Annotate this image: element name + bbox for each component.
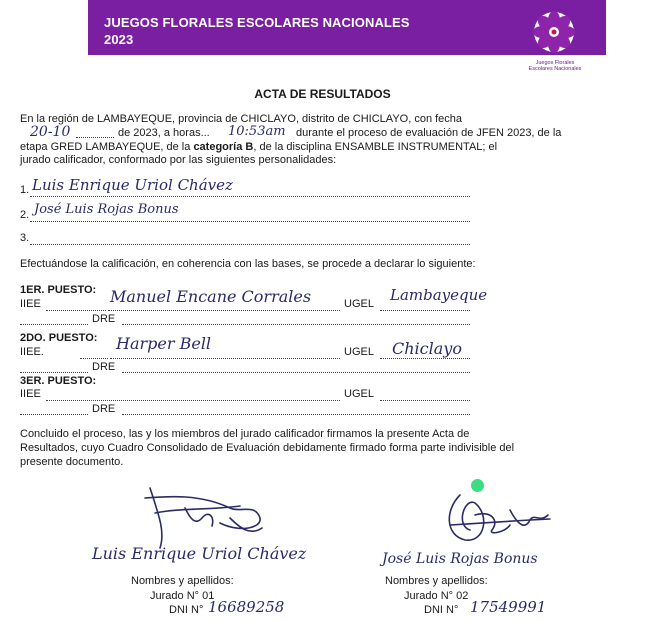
intro-line-1: En la región de LAMBAYEQUE, provincia de CHICLAYO, distrito de CHICLAYO, con fecha — [20, 113, 463, 125]
intro-category: categoría B — [193, 141, 254, 153]
place-3-label: 3ER. PUESTO: — [20, 375, 97, 387]
juror-3-dots — [30, 244, 470, 245]
juror-1-dni-label: DNI N° — [169, 604, 204, 616]
intro-line-3a: etapa GRED LAMBAYEQUE, de la — [20, 141, 191, 153]
place-3-dre-dots-left — [20, 414, 88, 415]
intro-line-3 — [20, 141, 497, 154]
place-1-iee-dots — [46, 310, 106, 311]
time-handwritten: 10:53am — [228, 124, 286, 139]
flower-logo-icon — [524, 8, 584, 56]
juror-1-name-handwritten: Luis Enrique Uriol Chávez — [32, 176, 233, 194]
intro-line-2a: de 2023, a horas... — [118, 127, 210, 139]
date-handwritten: 20-10 — [30, 124, 71, 140]
logo-caption-line1: Juegos Florales — [535, 60, 575, 66]
document-title: ACTA DE RESULTADOS — [254, 87, 391, 101]
juror-1-dni-handwritten: 16689258 — [208, 598, 285, 616]
place-2-iee-dots — [80, 358, 108, 359]
juror-2-name-handwritten: José Luis Rojas Bonus — [34, 202, 179, 217]
conclusion-line-2: Resultados, cuyo Cuadro Consolidado de Evaluación debidamente firmado forma parte indivisible del — [20, 442, 515, 454]
place-2-iee: IIEE. — [20, 346, 44, 358]
place-1-label: 1ER. PUESTO: — [20, 284, 97, 296]
place-3-iee: IIEE — [20, 388, 41, 400]
header-title — [104, 14, 410, 48]
place-1-ugel: UGEL — [344, 298, 374, 310]
place-3-dre-dots-right — [122, 414, 470, 415]
juror-2-dni-handwritten: 17549991 — [470, 598, 547, 616]
date-dots — [76, 137, 114, 138]
header-title-line2: 2023 — [104, 32, 134, 47]
place-1-dre-dots-left — [20, 324, 88, 325]
juror-1-number: Jurado N° 01 — [150, 590, 215, 602]
place-2-ugel-dots — [380, 358, 470, 359]
intro-line-2b: durante el proceso de evaluación de JFEN 2023, de la — [296, 127, 562, 139]
juror-2-dni-label: DNI N° — [424, 604, 459, 616]
place-1-name-dots — [108, 310, 340, 311]
place-1-ugel-handwritten: Lambayeque — [390, 286, 488, 304]
place-2-ugel-handwritten: Chiclayo — [392, 339, 462, 358]
header-title-line1: JUEGOS FLORALES ESCOLARES NACIONALES — [104, 15, 410, 30]
juror-2-signature-icon — [430, 485, 560, 560]
place-1-name-handwritten: Manuel Encane Corrales — [110, 287, 312, 306]
place-3-dre: DRE — [92, 403, 116, 415]
place-1-ugel-dots — [380, 310, 470, 311]
place-2-ugel: UGEL — [344, 346, 374, 358]
juror-3-num: 3. — [20, 232, 30, 244]
place-1-dre: DRE — [92, 313, 116, 325]
juror-2-names-label: Nombres y apellidos: — [385, 575, 488, 587]
place-2-dre-dots-left — [20, 372, 88, 373]
juror-2-signature-name-handwritten: José Luis Rojas Bonus — [382, 551, 538, 567]
logo-caption — [516, 60, 594, 72]
conclusion-line-3: presente documento. — [20, 456, 124, 468]
juror-1-dots — [30, 196, 470, 197]
place-2-label: 2DO. PUESTO: — [20, 332, 98, 344]
place-3-ugel-dots — [380, 400, 470, 401]
juror-1-signature-name-handwritten: Luis Enrique Uriol Chávez — [92, 544, 307, 563]
juror-2-num: 2. — [20, 209, 30, 221]
logo-caption-line2: Escolares Nacionales — [528, 66, 582, 72]
place-3-iee-dots — [46, 400, 340, 401]
place-2-name-dots — [110, 358, 340, 359]
juror-2-number: Jurado N° 02 — [404, 590, 469, 602]
intro-line-4: jurado calificador, conformado por las siguientes personalidades: — [20, 154, 337, 166]
conclusion-paragraph — [20, 427, 603, 469]
declaration-text: Efectuándose la calificación, en coherencia con las bases, se procede a declarar lo siguiente: — [20, 258, 476, 270]
place-2-name-handwritten: Harper Bell — [116, 334, 212, 353]
juror-1-names-label: Nombres y apellidos: — [131, 575, 234, 587]
place-1-dre-dots-right — [122, 324, 470, 325]
juror-1-num: 1. — [20, 184, 30, 196]
place-1-iee: IIEE — [20, 298, 41, 310]
place-3-ugel: UGEL — [344, 388, 374, 400]
conclusion-line-1: Concluido el proceso, las y los miembros del jurado calificador firmamos la presente Acta de — [20, 428, 470, 440]
place-2-dre-dots-right — [122, 372, 470, 373]
intro-line-3c: , de la disciplina ENSAMBLE INSTRUMENTAL; el — [253, 141, 498, 153]
place-2-dre: DRE — [92, 361, 116, 373]
juror-2-dots — [30, 221, 470, 222]
